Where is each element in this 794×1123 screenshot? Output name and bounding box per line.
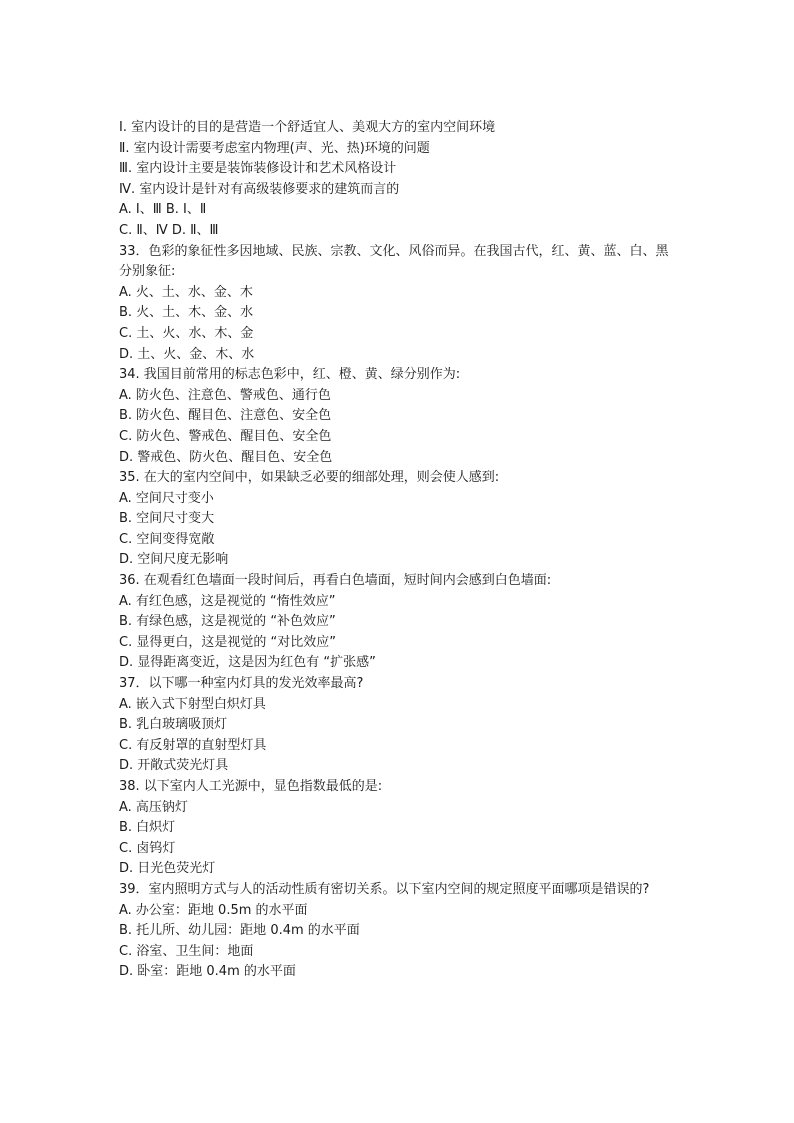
answer-option: C. 有反射罩的直射型灯具 bbox=[119, 737, 267, 753]
question-38 bbox=[119, 777, 679, 880]
answer-option: B. 乳白玻璃吸顶灯 bbox=[119, 717, 228, 733]
answer-option: D. 卧室：距地 0.4m 的水平面 bbox=[119, 964, 296, 980]
answer-option: D. 空间尺度无影响 bbox=[119, 552, 229, 568]
answer-option: C. 空间变得宽敞 bbox=[119, 531, 215, 547]
question-39 bbox=[119, 880, 679, 983]
answer-option: D. 土、火、金、木、水 bbox=[119, 346, 255, 362]
answer-option: D. 日光色荧光灯 bbox=[119, 861, 216, 877]
answer-option: A. 防火色、注意色、警戒色、通行色 bbox=[119, 387, 331, 403]
answer-option: A. 嵌入式下射型白炽灯具 bbox=[119, 696, 266, 712]
answer-option: A. 有红色感，这是视觉的 “惰性效应” bbox=[119, 593, 336, 609]
question-stem: 33．色彩的象征性多因地域、民族、宗教、文化、风俗而异。在我国古代，红、黄、蓝、白、黑分别象征: bbox=[119, 243, 669, 280]
answer-option: C. 土、火、水、木、金 bbox=[119, 325, 254, 341]
answer-option: D. 警戒色、防火色、醒目色、安全色 bbox=[119, 449, 333, 465]
question-stem: 37．以下哪一种室内灯具的发光效率最高? bbox=[119, 676, 364, 692]
statement: Ⅱ. 室内设计需要考虑室内物理(声、光、热)环境的问题 bbox=[119, 140, 430, 156]
answer-option: C. 浴室、卫生间：地面 bbox=[119, 943, 254, 959]
answer-option: B. 托儿所、幼儿园：距地 0.4m 的水平面 bbox=[119, 923, 360, 939]
question-35 bbox=[119, 468, 679, 571]
question-36 bbox=[119, 571, 679, 674]
answer-option: C. Ⅱ、Ⅳ D. Ⅱ、Ⅲ bbox=[119, 222, 219, 238]
question-stem: 38. 以下室内人工光源中，显色指数最低的是: bbox=[119, 779, 383, 794]
statement: Ⅰ. 室内设计的目的是营造一个舒适宜人、美观大方的室内空间环境 bbox=[119, 120, 496, 135]
answer-option: C. 显得更白，这是视觉的 “对比效应” bbox=[119, 634, 336, 650]
answer-option: B. 白炽灯 bbox=[119, 820, 176, 836]
answer-option: A. 办公室：距地 0.5m 的水平面 bbox=[119, 902, 308, 918]
question-stem: 35. 在大的室内空间中，如果缺乏必要的细部处理，则会使人感到: bbox=[119, 470, 500, 486]
answer-option: A. 高压钠灯 bbox=[119, 799, 188, 815]
question-34 bbox=[119, 365, 679, 468]
question-33 bbox=[119, 242, 679, 366]
question-stem: 39．室内照明方式与人的活动性质有密切关系。以下室内空间的规定照度平面哪项是错误的? bbox=[119, 881, 650, 897]
answer-option: D. 显得距离变近，这是因为红色有 “扩张感” bbox=[119, 655, 376, 671]
question-stem: 34. 我国目前常用的标志色彩中，红、橙、黄、绿分别作为: bbox=[119, 367, 461, 383]
question-stem: 36. 在观看红色墙面一段时间后，再看白色墙面，短时间内会感到白色墙面: bbox=[119, 573, 552, 589]
answer-option: C. 卤钨灯 bbox=[119, 840, 176, 856]
question-37 bbox=[119, 674, 679, 777]
answer-option: B. 火、土、木、金、水 bbox=[119, 305, 254, 321]
answer-option: C. 防火色、警戒色、醒目色、安全色 bbox=[119, 428, 332, 444]
answer-option: A. Ⅰ、Ⅲ B. Ⅰ、Ⅱ bbox=[119, 202, 207, 218]
answer-option: B. 空间尺寸变大 bbox=[119, 511, 215, 527]
statement: Ⅳ. 室内设计是针对有高级装修要求的建筑而言的 bbox=[119, 181, 400, 197]
answer-option: A. 空间尺寸变小 bbox=[119, 490, 214, 506]
answer-option: A. 火、土、水、金、木 bbox=[119, 284, 253, 300]
statement: Ⅲ. 室内设计主要是装饰装修设计和艺术风格设计 bbox=[119, 161, 397, 177]
answer-option: B. 防火色、醒目色、注意色、安全色 bbox=[119, 408, 332, 424]
question-content bbox=[119, 118, 679, 983]
answer-option: D. 开敞式荧光灯具 bbox=[119, 758, 229, 774]
answer-option: B. 有绿色感，这是视觉的 “补色效应” bbox=[119, 614, 336, 630]
